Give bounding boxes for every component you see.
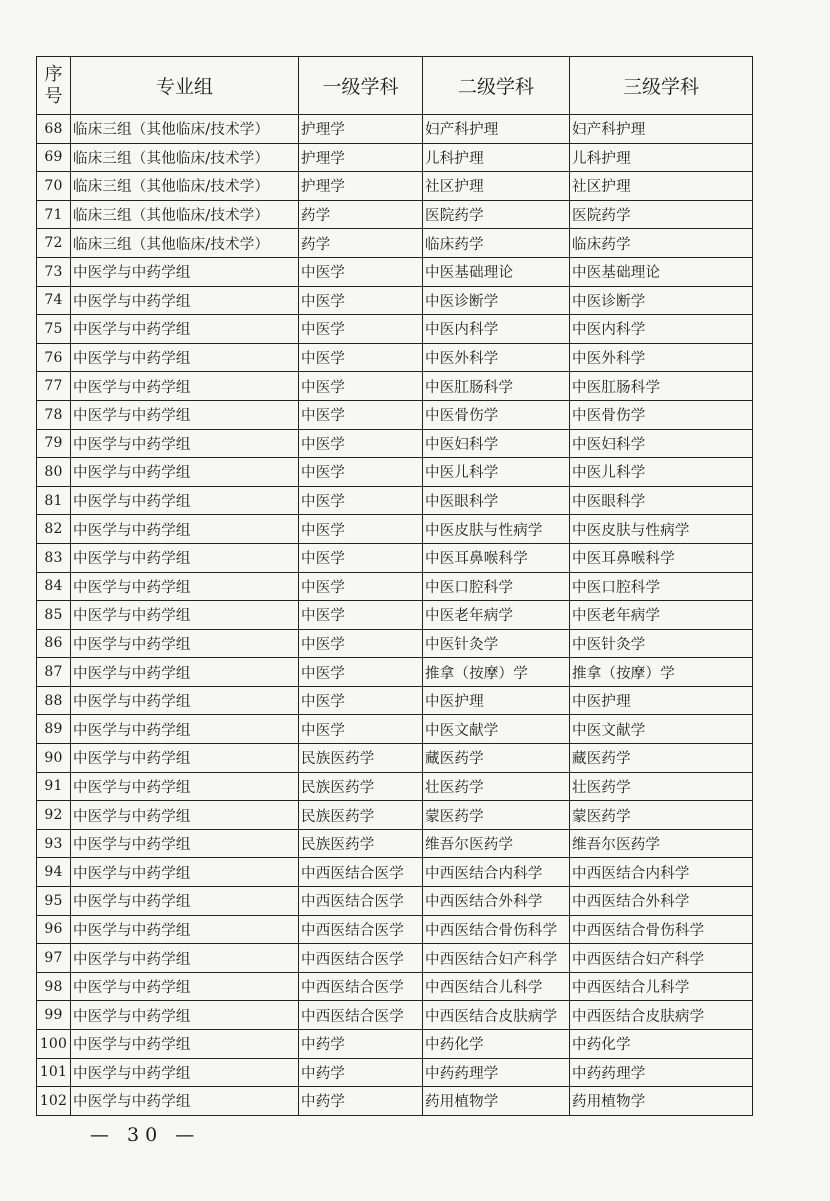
table-row xyxy=(37,829,753,858)
cell-group: 中医学与中药学组 xyxy=(71,629,299,658)
cell-level1: 中医学 xyxy=(299,343,423,372)
header-level3: 三级学科 xyxy=(570,57,753,115)
cell-level1: 中医学 xyxy=(299,257,423,286)
cell-level1: 护理学 xyxy=(299,172,423,201)
cell-group: 中医学与中药学组 xyxy=(71,658,299,687)
cell-level2: 中西医结合骨伤科学 xyxy=(423,915,570,944)
cell-group: 中医学与中药学组 xyxy=(71,372,299,401)
cell-level3: 中医针灸学 xyxy=(570,629,753,658)
cell-group: 中医学与中药学组 xyxy=(71,486,299,515)
cell-seq: 91 xyxy=(37,772,71,801)
cell-level3: 中医皮肤与性病学 xyxy=(570,515,753,544)
cell-level3: 维吾尔医药学 xyxy=(570,829,753,858)
table-row xyxy=(37,1030,753,1059)
cell-group: 临床三组（其他临床/技术学） xyxy=(71,229,299,258)
cell-level3: 中医肛肠科学 xyxy=(570,372,753,401)
cell-group: 中医学与中药学组 xyxy=(71,343,299,372)
cell-level2: 中医骨伤学 xyxy=(423,400,570,429)
cell-level2: 中药化学 xyxy=(423,1030,570,1059)
cell-level1: 中西医结合医学 xyxy=(299,915,423,944)
cell-level3: 中医护理 xyxy=(570,686,753,715)
cell-level1: 中医学 xyxy=(299,629,423,658)
discipline-table xyxy=(36,56,753,1116)
cell-level2: 中医诊断学 xyxy=(423,286,570,315)
cell-level3: 临床药学 xyxy=(570,229,753,258)
cell-level1: 中西医结合医学 xyxy=(299,972,423,1001)
cell-level3: 中医儿科学 xyxy=(570,458,753,487)
cell-group: 中医学与中药学组 xyxy=(71,1030,299,1059)
cell-seq: 80 xyxy=(37,458,71,487)
table-row xyxy=(37,572,753,601)
cell-seq: 82 xyxy=(37,515,71,544)
cell-seq: 102 xyxy=(37,1087,71,1116)
table-row xyxy=(37,887,753,916)
cell-group: 中医学与中药学组 xyxy=(71,829,299,858)
cell-level1: 中医学 xyxy=(299,372,423,401)
cell-seq: 78 xyxy=(37,400,71,429)
cell-seq: 69 xyxy=(37,143,71,172)
cell-level3: 中医骨伤学 xyxy=(570,400,753,429)
cell-level3: 中西医结合妇产科学 xyxy=(570,944,753,973)
table-row xyxy=(37,944,753,973)
table-row xyxy=(37,429,753,458)
cell-level3: 中医内科学 xyxy=(570,315,753,344)
table-row xyxy=(37,629,753,658)
table-row xyxy=(37,744,753,773)
cell-group: 中医学与中药学组 xyxy=(71,515,299,544)
cell-level3: 中西医结合皮肤病学 xyxy=(570,1001,753,1030)
cell-group: 中医学与中药学组 xyxy=(71,572,299,601)
cell-level2: 中医口腔科学 xyxy=(423,572,570,601)
table-row xyxy=(37,486,753,515)
cell-seq: 68 xyxy=(37,115,71,144)
cell-level3: 壮医药学 xyxy=(570,772,753,801)
cell-group: 中医学与中药学组 xyxy=(71,543,299,572)
cell-level2: 中医护理 xyxy=(423,686,570,715)
cell-seq: 88 xyxy=(37,686,71,715)
table-row xyxy=(37,172,753,201)
cell-level2: 壮医药学 xyxy=(423,772,570,801)
table-row xyxy=(37,972,753,1001)
cell-level3: 中西医结合儿科学 xyxy=(570,972,753,1001)
cell-level2: 医院药学 xyxy=(423,200,570,229)
cell-level2: 中西医结合儿科学 xyxy=(423,972,570,1001)
cell-group: 中医学与中药学组 xyxy=(71,429,299,458)
cell-level2: 中医内科学 xyxy=(423,315,570,344)
table-row xyxy=(37,543,753,572)
cell-group: 中医学与中药学组 xyxy=(71,601,299,630)
table-row xyxy=(37,1087,753,1116)
cell-seq: 97 xyxy=(37,944,71,973)
cell-group: 中医学与中药学组 xyxy=(71,400,299,429)
cell-group: 中医学与中药学组 xyxy=(71,315,299,344)
cell-group: 临床三组（其他临床/技术学） xyxy=(71,143,299,172)
table-row xyxy=(37,915,753,944)
cell-seq: 99 xyxy=(37,1001,71,1030)
table-row xyxy=(37,115,753,144)
cell-group: 中医学与中药学组 xyxy=(71,715,299,744)
cell-level3: 药用植物学 xyxy=(570,1087,753,1116)
cell-group: 中医学与中药学组 xyxy=(71,801,299,830)
cell-level3: 中西医结合骨伤科学 xyxy=(570,915,753,944)
header-level1: 一级学科 xyxy=(299,57,423,115)
cell-level3: 儿科护理 xyxy=(570,143,753,172)
cell-seq: 83 xyxy=(37,543,71,572)
cell-group: 中医学与中药学组 xyxy=(71,744,299,773)
cell-level1: 中医学 xyxy=(299,515,423,544)
cell-level2: 中医妇科学 xyxy=(423,429,570,458)
cell-level3: 中医妇科学 xyxy=(570,429,753,458)
table-row xyxy=(37,515,753,544)
table-row xyxy=(37,286,753,315)
cell-level1: 药学 xyxy=(299,229,423,258)
cell-level3: 中医文献学 xyxy=(570,715,753,744)
cell-group: 中医学与中药学组 xyxy=(71,972,299,1001)
cell-level3: 藏医药学 xyxy=(570,744,753,773)
cell-group: 中医学与中药学组 xyxy=(71,458,299,487)
cell-level1: 中药学 xyxy=(299,1030,423,1059)
cell-level1: 中西医结合医学 xyxy=(299,1001,423,1030)
cell-level2: 中药药理学 xyxy=(423,1058,570,1087)
table-row xyxy=(37,686,753,715)
cell-level2: 中医眼科学 xyxy=(423,486,570,515)
cell-seq: 72 xyxy=(37,229,71,258)
cell-level3: 中医耳鼻喉科学 xyxy=(570,543,753,572)
cell-seq: 86 xyxy=(37,629,71,658)
cell-group: 临床三组（其他临床/技术学） xyxy=(71,200,299,229)
cell-level1: 中医学 xyxy=(299,686,423,715)
cell-level2: 维吾尔医药学 xyxy=(423,829,570,858)
cell-seq: 93 xyxy=(37,829,71,858)
cell-level2: 中医基础理论 xyxy=(423,257,570,286)
cell-seq: 98 xyxy=(37,972,71,1001)
header-group: 专业组 xyxy=(71,57,299,115)
cell-group: 中医学与中药学组 xyxy=(71,944,299,973)
cell-level3: 中药药理学 xyxy=(570,1058,753,1087)
cell-level1: 中西医结合医学 xyxy=(299,858,423,887)
cell-seq: 73 xyxy=(37,257,71,286)
cell-group: 中医学与中药学组 xyxy=(71,858,299,887)
cell-group: 临床三组（其他临床/技术学） xyxy=(71,115,299,144)
cell-seq: 84 xyxy=(37,572,71,601)
table-row xyxy=(37,143,753,172)
cell-level2: 中医皮肤与性病学 xyxy=(423,515,570,544)
table-row xyxy=(37,801,753,830)
cell-level2: 中医针灸学 xyxy=(423,629,570,658)
table-row xyxy=(37,858,753,887)
cell-group: 中医学与中药学组 xyxy=(71,915,299,944)
cell-level3: 蒙医药学 xyxy=(570,801,753,830)
cell-level3: 社区护理 xyxy=(570,172,753,201)
cell-seq: 90 xyxy=(37,744,71,773)
cell-level3: 中医基础理论 xyxy=(570,257,753,286)
cell-level2: 中医老年病学 xyxy=(423,601,570,630)
cell-level3: 中西医结合内科学 xyxy=(570,858,753,887)
cell-level1: 中医学 xyxy=(299,572,423,601)
cell-level1: 民族医药学 xyxy=(299,772,423,801)
cell-level2: 推拿（按摩）学 xyxy=(423,658,570,687)
cell-seq: 70 xyxy=(37,172,71,201)
table-row xyxy=(37,372,753,401)
table-row xyxy=(37,343,753,372)
cell-seq: 74 xyxy=(37,286,71,315)
cell-level1: 中西医结合医学 xyxy=(299,887,423,916)
cell-level1: 中医学 xyxy=(299,400,423,429)
cell-level3: 中医眼科学 xyxy=(570,486,753,515)
cell-group: 中医学与中药学组 xyxy=(71,286,299,315)
cell-seq: 94 xyxy=(37,858,71,887)
cell-level1: 中医学 xyxy=(299,715,423,744)
cell-level2: 中医耳鼻喉科学 xyxy=(423,543,570,572)
table-row xyxy=(37,715,753,744)
cell-level3: 妇产科护理 xyxy=(570,115,753,144)
cell-level3: 中西医结合外科学 xyxy=(570,887,753,916)
cell-level1: 民族医药学 xyxy=(299,744,423,773)
table-row xyxy=(37,400,753,429)
cell-level2: 中医肛肠科学 xyxy=(423,372,570,401)
cell-level3: 中医老年病学 xyxy=(570,601,753,630)
cell-level1: 中医学 xyxy=(299,543,423,572)
cell-level2: 中医儿科学 xyxy=(423,458,570,487)
cell-level1: 中药学 xyxy=(299,1087,423,1116)
cell-level1: 药学 xyxy=(299,200,423,229)
cell-group: 中医学与中药学组 xyxy=(71,887,299,916)
cell-level3: 中医诊断学 xyxy=(570,286,753,315)
cell-group: 中医学与中药学组 xyxy=(71,1001,299,1030)
table-header-row xyxy=(37,57,753,115)
cell-level2: 妇产科护理 xyxy=(423,115,570,144)
cell-level2: 中西医结合皮肤病学 xyxy=(423,1001,570,1030)
table-row xyxy=(37,772,753,801)
cell-seq: 87 xyxy=(37,658,71,687)
cell-group: 中医学与中药学组 xyxy=(71,1087,299,1116)
cell-level2: 中医文献学 xyxy=(423,715,570,744)
cell-group: 中医学与中药学组 xyxy=(71,686,299,715)
cell-level3: 中医口腔科学 xyxy=(570,572,753,601)
cell-level2: 社区护理 xyxy=(423,172,570,201)
cell-seq: 92 xyxy=(37,801,71,830)
table-row xyxy=(37,1001,753,1030)
cell-seq: 77 xyxy=(37,372,71,401)
table-row xyxy=(37,229,753,258)
cell-group: 中医学与中药学组 xyxy=(71,1058,299,1087)
cell-level1: 民族医药学 xyxy=(299,829,423,858)
cell-group: 临床三组（其他临床/技术学） xyxy=(71,172,299,201)
cell-seq: 89 xyxy=(37,715,71,744)
cell-level3: 中医外科学 xyxy=(570,343,753,372)
cell-level1: 中药学 xyxy=(299,1058,423,1087)
cell-seq: 96 xyxy=(37,915,71,944)
cell-level2: 药用植物学 xyxy=(423,1087,570,1116)
cell-level2: 中西医结合外科学 xyxy=(423,887,570,916)
cell-seq: 79 xyxy=(37,429,71,458)
cell-level3: 医院药学 xyxy=(570,200,753,229)
cell-level2: 儿科护理 xyxy=(423,143,570,172)
cell-level2: 蒙医药学 xyxy=(423,801,570,830)
table-row xyxy=(37,458,753,487)
cell-seq: 85 xyxy=(37,601,71,630)
table-row xyxy=(37,257,753,286)
cell-level1: 护理学 xyxy=(299,143,423,172)
table-row xyxy=(37,315,753,344)
cell-group: 中医学与中药学组 xyxy=(71,257,299,286)
table-body xyxy=(37,115,753,1116)
header-seq: 序号 xyxy=(37,57,71,115)
cell-level2: 中西医结合妇产科学 xyxy=(423,944,570,973)
cell-level1: 中医学 xyxy=(299,658,423,687)
cell-level1: 中医学 xyxy=(299,286,423,315)
cell-level1: 中医学 xyxy=(299,486,423,515)
cell-seq: 76 xyxy=(37,343,71,372)
cell-level3: 推拿（按摩）学 xyxy=(570,658,753,687)
cell-seq: 75 xyxy=(37,315,71,344)
cell-level2: 中医外科学 xyxy=(423,343,570,372)
cell-level2: 藏医药学 xyxy=(423,744,570,773)
cell-level2: 中西医结合内科学 xyxy=(423,858,570,887)
cell-level1: 民族医药学 xyxy=(299,801,423,830)
header-level2: 二级学科 xyxy=(423,57,570,115)
page-number: — 30 — xyxy=(90,1124,201,1146)
cell-seq: 81 xyxy=(37,486,71,515)
cell-seq: 71 xyxy=(37,200,71,229)
table-row xyxy=(37,601,753,630)
table-row xyxy=(37,1058,753,1087)
cell-level1: 中西医结合医学 xyxy=(299,944,423,973)
cell-seq: 95 xyxy=(37,887,71,916)
cell-level1: 中医学 xyxy=(299,315,423,344)
table-row xyxy=(37,658,753,687)
cell-level1: 中医学 xyxy=(299,601,423,630)
cell-seq: 100 xyxy=(37,1030,71,1059)
cell-level1: 中医学 xyxy=(299,458,423,487)
cell-level3: 中药化学 xyxy=(570,1030,753,1059)
cell-seq: 101 xyxy=(37,1058,71,1087)
cell-level2: 临床药学 xyxy=(423,229,570,258)
cell-group: 中医学与中药学组 xyxy=(71,772,299,801)
table-row xyxy=(37,200,753,229)
cell-level1: 护理学 xyxy=(299,115,423,144)
cell-level1: 中医学 xyxy=(299,429,423,458)
